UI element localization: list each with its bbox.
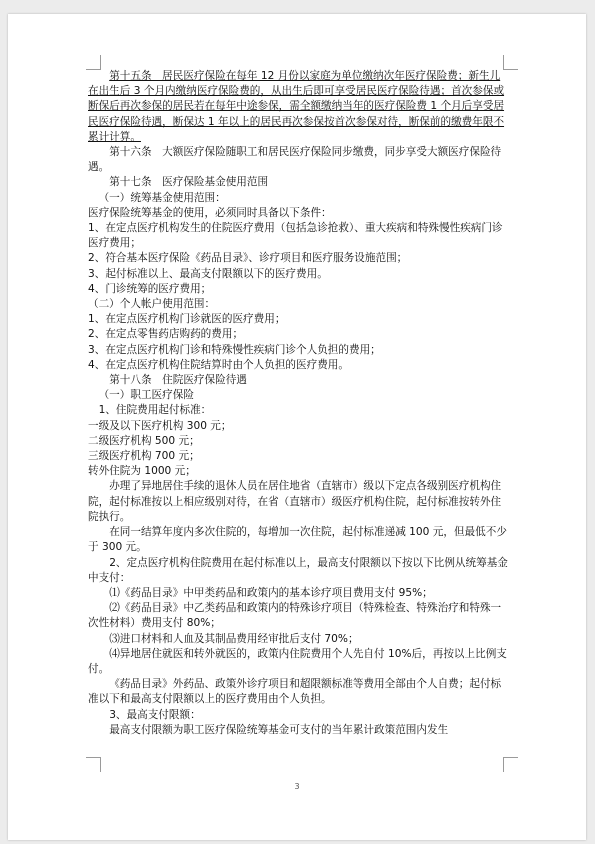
paragraph: 在同一结算年度内多次住院的，每增加一次住院，起付标准递减 100 元，但最低不少于 300 元。 xyxy=(88,526,507,554)
paragraph: 三级医疗机构 700 元； xyxy=(88,450,200,463)
crop-mark-bottom-right xyxy=(503,757,518,772)
crop-mark-bottom-left xyxy=(86,757,101,772)
paragraph: ⑴《药品目录》中甲类药品和政策内的基本诊疗项目费用支付 95%； xyxy=(109,586,433,599)
paragraph: 3、在定点医疗机构门诊和特殊慢性疾病门诊个人负担的费用； xyxy=(88,343,381,356)
paragraph: 1、住院费用起付标准： xyxy=(98,404,212,417)
paragraph: 4、在定点医疗机构住院结算时由个人负担的医疗费用。 xyxy=(88,358,349,371)
paragraph: 办理了异地居住手续的退休人员在居住地省（直辖市）级以下定点各级别医疗机构住院，起付标准按以上相应级别对待，在省（直辖市）级医疗机构住院，起付标准按转外住院执行。 xyxy=(88,480,502,523)
paragraph: （一）职工医疗保险 xyxy=(98,389,194,402)
paragraph: 3、起付标准以上、最高支付限额以下的医疗费用。 xyxy=(88,267,328,280)
paragraph: 1、在定点医疗机构门诊就医的医疗费用； xyxy=(88,313,286,326)
paragraph: 2、符合基本医疗保险《药品目录》、诊疗项目和医疗服务设施范围； xyxy=(88,252,408,265)
paragraph: （一）统筹基金使用范围： xyxy=(98,191,226,204)
paragraph: 转外住院为 1000 元； xyxy=(88,465,196,478)
paragraph: （二）个人帐户使用范围： xyxy=(88,298,216,311)
crop-mark-top-left xyxy=(86,55,101,70)
paragraph: 第十五条 居民医疗保险在每年 12 月份以家庭为单位缴纳次年医疗保险费；新生儿在出生后 3 个月内缴纳医疗保险费的，从出生后即可享受居民医疗保险待遇；首次参保或断保后再次参保的居民若在每年中途参保，需全额缴纳当年的医疗保险费 1 个月后享受居民医疗保险待遇，断保达 1 年以上的居民再次参保按首次参保对待，断保前的缴费年限不累计计算。 xyxy=(88,70,505,143)
crop-mark-top-right xyxy=(503,55,518,70)
paragraph: 2、定点医疗机构住院费用在起付标准以上，最高支付限额以下按以下比例从统筹基金中支付： xyxy=(88,556,508,584)
paragraph: 第十六条 大额医疗保险随职工和居民医疗保险同步缴费，同步享受大额医疗保险待遇。 xyxy=(88,146,502,174)
paragraph: 2、在定点零售药店购药的费用； xyxy=(88,328,244,341)
paragraph: 《药品目录》外药品、政策外诊疗项目和超限额标准等费用全部由个人自费；起付标准以下和最高支付限额以上的医疗费用由个人负担。 xyxy=(88,678,502,706)
paragraph: 二级医疗机构 500 元； xyxy=(88,434,200,447)
document-body xyxy=(88,69,508,738)
paragraph: ⑷异地居住就医和转外就医的，政策内住院费用个人先自付 10%后，再按以上比例支付。 xyxy=(88,647,507,675)
paragraph: 3、最高支付限额： xyxy=(109,708,201,721)
paragraph: 最高支付限额为职工医疗保险统筹基金可支付的当年累计政策范围内发生 xyxy=(109,723,449,736)
paragraph: 4、门诊统筹的医疗费用； xyxy=(88,282,212,295)
paragraph: ⑵《药品目录》中乙类药品和政策内的特殊诊疗项目（特殊检查、特殊治疗和特殊一次性材料）费用支付 80%； xyxy=(88,602,502,630)
paragraph: 医疗保险统筹基金的使用，必须同时具备以下条件： xyxy=(88,206,332,219)
paragraph: 一级及以下医疗机构 300 元； xyxy=(88,419,232,432)
paragraph: ⑶进口材料和人血及其制品费用经审批后支付 70%； xyxy=(109,632,359,645)
page-number: 3 xyxy=(294,782,300,791)
paragraph: 第十八条 住院医疗保险待遇 xyxy=(109,374,247,387)
paragraph: 1、在定点医疗机构发生的住院医疗费用（包括急诊抢救）、重大疾病和特殊慢性疾病门诊医疗费用； xyxy=(88,222,503,250)
document-page xyxy=(8,14,586,840)
paragraph: 第十七条 医疗保险基金使用范围 xyxy=(109,176,269,189)
